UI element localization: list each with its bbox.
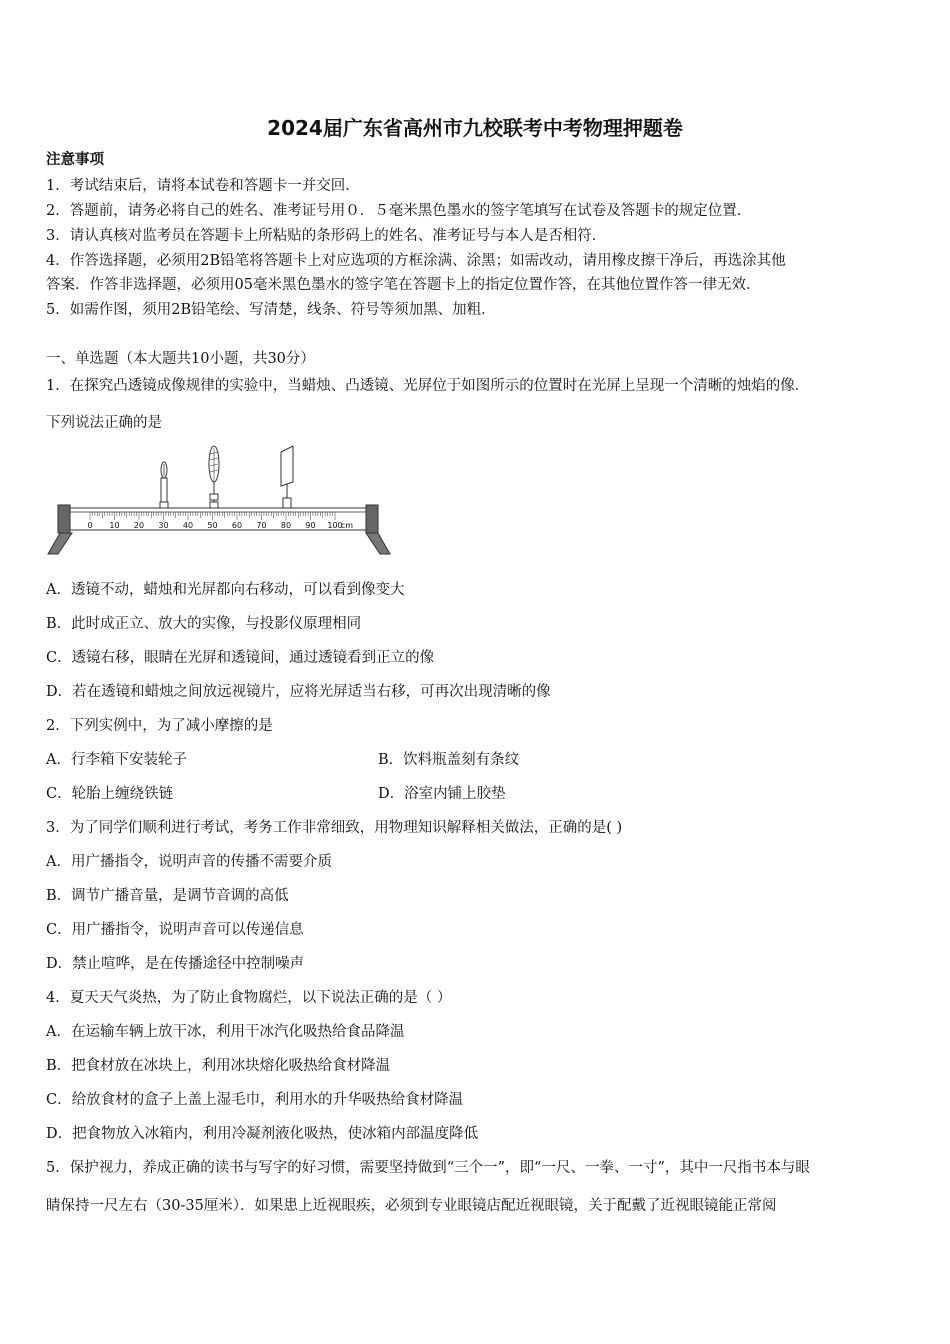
ruler-tick-label: 60 xyxy=(231,521,243,530)
ruler-tick-label: 40 xyxy=(182,521,194,530)
notice-heading: 注意事项 xyxy=(46,151,104,168)
ruler-tick-label: 100 xyxy=(327,521,343,530)
question-4-option-d: D．把食物放入冰箱内，利用冷凝剂液化吸热，使冰箱内部温度降低 xyxy=(46,1126,479,1142)
ruler-tick-label: 50 xyxy=(207,521,218,530)
question-3-option-a: A．用广播指令，说明声音的传播不需要介质 xyxy=(46,854,332,870)
question-5-stem: 5．保护视力，养成正确的读书与写字的好习惯，需要坚持做到“三个一”，即“一尺、一拳、一寸”，其中一尺指书本与眼 xyxy=(46,1160,810,1176)
question-4-option-c: C．给放食材的盒子上盖上湿毛巾，利用水的升华吸热给食材降温 xyxy=(46,1092,464,1108)
question-2-option-a: A．行李箱下安装轮子 xyxy=(46,752,187,768)
question-1-option-d: D．若在透镜和蜡烛之间放远视镜片，应将光屏适当右移，可再次出现清晰的像 xyxy=(46,684,551,700)
notice-item: 3．请认真核对监考员在答题卡上所粘贴的条形码上的姓名、准考证号与本人是否相符． xyxy=(46,228,607,244)
ruler-tick-label: 0 xyxy=(87,521,93,530)
question-2-option-c: C．轮胎上缠绕铁链 xyxy=(46,786,174,802)
question-1-option-c: C．透镜右移，眼睛在光屏和透镜间，通过透镜看到正立的像 xyxy=(46,650,435,666)
ruler-tick-label: 90 xyxy=(305,521,316,530)
question-3-option-c: C．用广播指令，说明声音可以传递信息 xyxy=(46,922,304,938)
notice-item: 5．如需作图，须用2B铅笔绘、写清楚，线条、符号等须加黑、加粗． xyxy=(46,302,496,318)
question-4-option-b: B．把食材放在冰块上，利用冰块熔化吸热给食材降温 xyxy=(46,1058,391,1074)
bench-leg-right xyxy=(366,533,390,554)
ruler-tick-label: 30 xyxy=(158,521,169,530)
notice-item: 答案．作答非选择题，必须用05毫米黑色墨水的签字笔在答题卡上的指定位置作答，在其他位置作答一律无效． xyxy=(46,277,761,293)
ruler-tick-label: 20 xyxy=(133,521,145,530)
question-4-stem: 4．夏天天气炎热，为了防止食物腐烂，以下说法正确的是（ ） xyxy=(46,990,452,1006)
question-3-option-d: D．禁止喧哗，是在传播途径中控制噪声 xyxy=(46,956,305,972)
bench-end-left xyxy=(58,505,70,533)
question-2-option-b: B．饮料瓶盖刻有条纹 xyxy=(378,752,520,768)
ruler-tick-label: 70 xyxy=(256,521,267,530)
candle xyxy=(160,462,168,508)
question-5-stem-cont: 睛保持一尺左右（30-35厘米）．如果患上近视眼疾，必须到专业眼镜店配近视眼镜，关于配戴了近视眼镜能正常阅 xyxy=(46,1198,777,1214)
question-3-option-b: B．调节广播音量，是调节音调的高低 xyxy=(46,888,289,904)
section-heading: 一、单选题（本大题共10小题，共30分） xyxy=(46,351,315,367)
bench-end-right xyxy=(366,505,378,533)
question-4-option-a: A．在运输车辆上放干冰，利用干冰汽化吸热给食品降温 xyxy=(46,1024,405,1040)
ruler-tick-label: 10 xyxy=(109,521,120,530)
question-2-stem: 2．下列实例中，为了减小摩擦的是 xyxy=(46,718,273,734)
question-1-option-a: A．透镜不动，蜡烛和光屏都向右移动，可以看到像变大 xyxy=(46,582,405,598)
optical-bench-figure xyxy=(44,440,394,560)
notice-item: 2．答题前，请务必将自己的姓名、准考证号用０．５毫米黑色墨水的签字笔填写在试卷及答题卡的规定位置． xyxy=(46,203,752,219)
ruler-tick-label: cm xyxy=(340,521,354,530)
notice-item: 4．作答选择题，必须用2B铅笔将答题卡上对应选项的方框涂满、涂黑；如需改动，请用橡皮擦干净后，再选涂其他 xyxy=(46,253,786,269)
question-1-stem-cont: 下列说法正确的是 xyxy=(46,415,162,431)
question-3-stem: 3．为了同学们顺利进行考试，考务工作非常细致，用物理知识解释相关做法，正确的是( ) xyxy=(46,820,623,836)
question-1-stem: 1．在探究凸透镜成像规律的实验中，当蜡烛、凸透镜、光屏位于如图所示的位置时在光屏上呈现一个清晰的烛焰的像． xyxy=(46,378,810,394)
light-screen xyxy=(281,446,293,508)
ruler-tick-label: 80 xyxy=(280,521,292,530)
question-2-option-d: D．浴室内铺上胶垫 xyxy=(378,786,506,802)
page-title: 2024届广东省高州市九校联考中考物理押题卷 xyxy=(267,116,683,140)
question-1-option-b: B．此时成正立、放大的实像，与投影仪原理相同 xyxy=(46,616,362,632)
convex-lens xyxy=(209,446,219,508)
notice-item: 1．考试结束后，请将本试卷和答题卡一并交回． xyxy=(46,178,360,194)
bench-leg-left xyxy=(48,533,72,554)
